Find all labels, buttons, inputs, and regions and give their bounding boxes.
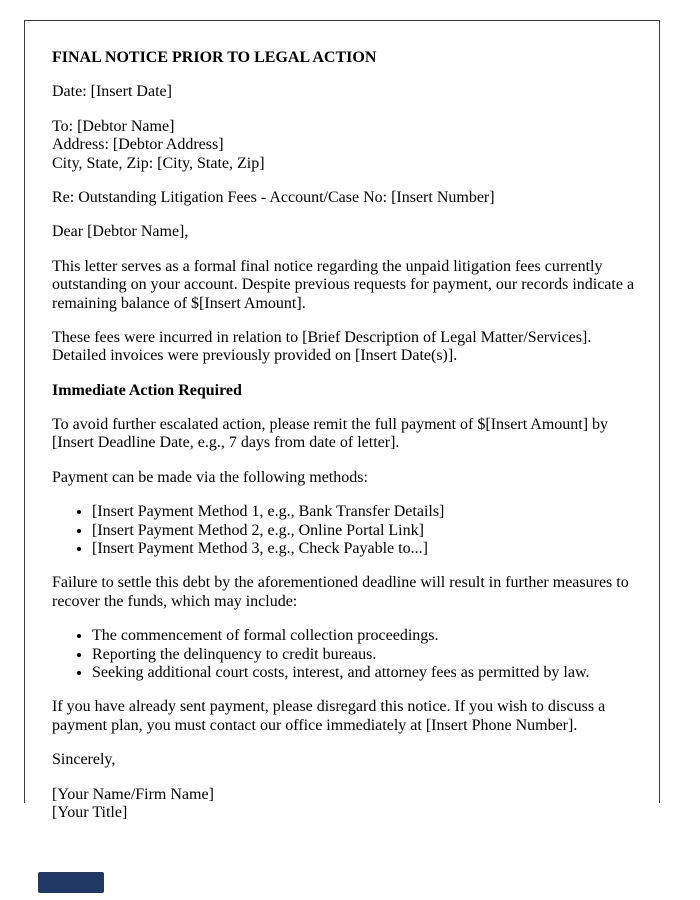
paragraph-fees-origin: These fees were incurred in relation to [Brief Description of Legal Matter/Services]. Detailed invoices were previously provided on [Insert Date(s)].: [52, 328, 592, 365]
payment-methods-list: [52, 503, 641, 558]
list-item: • Reporting the delinquency to credit bureaus.: [92, 646, 641, 664]
section-heading-immediate-action: Immediate Action Required: [52, 381, 242, 399]
date-line: Date: [Insert Date]: [52, 83, 172, 101]
sign-off: Sincerely,: [52, 751, 116, 769]
list-item: • [Insert Payment Method 2, e.g., Online Portal Link]: [92, 522, 641, 540]
closing-note: If you have already sent payment, please disregard this notice. If you wish to discuss a payment plan, you must contact our office immediately at [Insert Phone Number].: [52, 698, 606, 734]
letter-document: [24, 20, 660, 821]
list-item: • The commencement of formal collection proceedings.: [92, 627, 641, 645]
paragraph-balance-notice: This letter serves as a formal final notice regarding the unpaid litigation fees currently outstanding on your account. Despite previous requests for payment, our records indicate a remaining balance of $[Insert Amount].: [52, 257, 635, 312]
consequences-intro: Failure to settle this debt by the aforementioned deadline will result in further measures to recover the funds, which may include:: [52, 574, 629, 610]
signature-name: [Your Name/Firm Name]: [52, 785, 214, 803]
list-item: • Seeking additional court costs, interest, and attorney fees as permitted by law.: [92, 664, 641, 682]
recipient-address: Address: [Debtor Address]: [52, 136, 224, 154]
recipient-block: [52, 118, 641, 173]
recipient-city-state-zip: City, State, Zip: [City, State, Zip]: [52, 154, 265, 172]
signature-title: [Your Title]: [52, 803, 128, 821]
re-line: Re: Outstanding Litigation Fees - Account/Case No: [Insert Number]: [52, 188, 495, 206]
salutation: Dear [Debtor Name],: [52, 223, 189, 241]
consequences-list: [52, 627, 641, 682]
payment-methods-intro: Payment can be made via the following methods:: [52, 468, 368, 486]
footer-accent-bar: [38, 872, 104, 893]
signature-block: [52, 786, 641, 823]
list-item: • [Insert Payment Method 3, e.g., Check Payable to...]: [92, 540, 641, 558]
list-item: • [Insert Payment Method 1, e.g., Bank Transfer Details]: [92, 503, 641, 521]
recipient-to: To: [Debtor Name]: [52, 117, 175, 135]
letter-title: FINAL NOTICE PRIOR TO LEGAL ACTION: [52, 49, 377, 66]
paragraph-remit-payment: To avoid further escalated action, please remit the full payment of $[Insert Amount] by [Insert Deadline Date, e.g., 7 days from date of letter].: [52, 416, 609, 452]
